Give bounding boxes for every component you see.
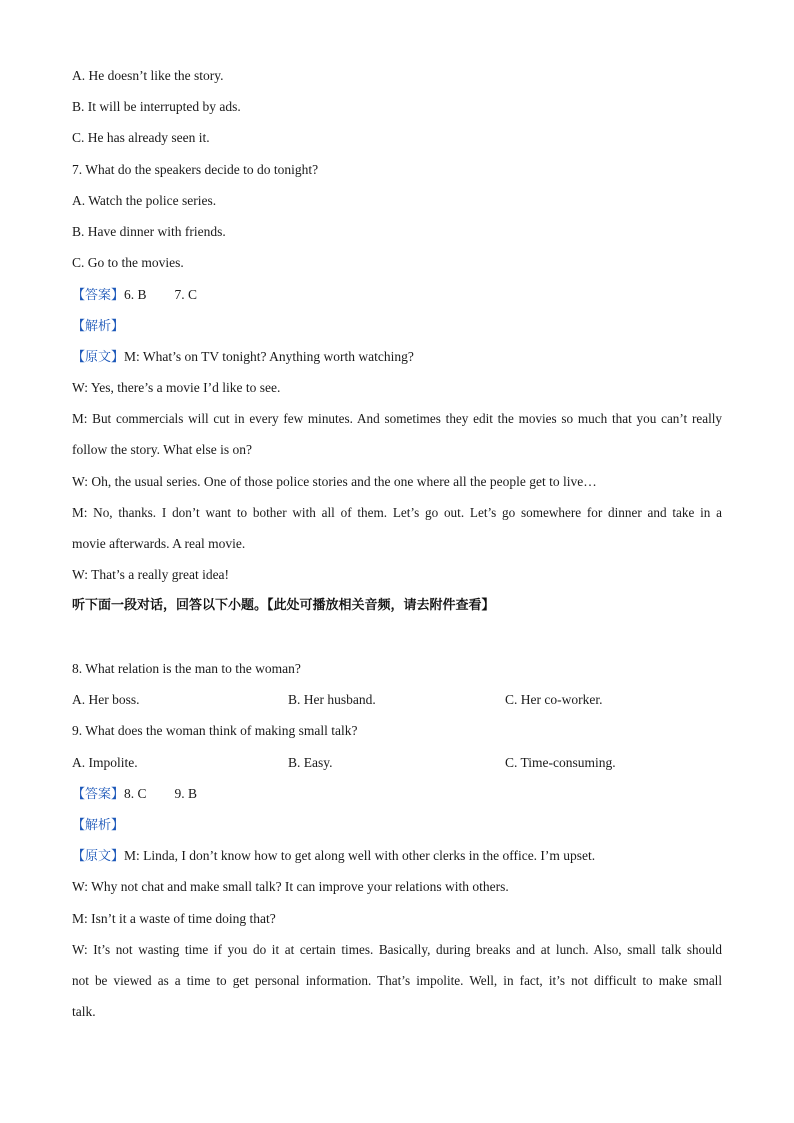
q9-option-a: A. Impolite. xyxy=(72,755,138,770)
transcript-1-line-2: W: Yes, there’s a movie I’d like to see. xyxy=(72,380,281,395)
q9-question: 9. What does the woman think of making small talk? xyxy=(72,723,358,738)
transcript-2-line-4a: W: It’s not wasting time if you do it at certain times. Basically, during breaks and at lunch. Also, small talk should xyxy=(72,942,722,957)
q7-option-c: C. Go to the movies. xyxy=(72,255,184,270)
transcript-2-line-3: M: Isn’t it a waste of time doing that? xyxy=(72,911,276,926)
analysis-line-1 xyxy=(72,317,722,336)
transcript-1-text-1: M: What’s on TV tonight? Anything worth watching? xyxy=(124,349,414,364)
analysis-line-2 xyxy=(72,816,722,835)
answer-7: 7. C xyxy=(174,287,198,302)
transcript-1-line-3a: M: But commercials will cut in every few minutes. And sometimes they edit the movies so much that you can’t really xyxy=(72,411,722,426)
q9-option-b: B. Easy. xyxy=(288,755,333,770)
q7-option-a: A. Watch the police series. xyxy=(72,193,217,208)
transcript-tag-2: 【原文】 xyxy=(72,849,125,864)
transcript-2-line-4c: talk. xyxy=(72,1004,96,1019)
analysis-tag-2: 【解析】 xyxy=(72,818,125,833)
transcript-1-line-3b: follow the story. What else is on? xyxy=(72,442,252,457)
analysis-tag: 【解析】 xyxy=(72,319,125,334)
answer-9: 9. B xyxy=(174,786,198,801)
answer-tag-2: 【答案】 xyxy=(72,787,125,802)
transcript-2-line-2: W: Why not chat and make small talk? It can improve your relations with others. xyxy=(72,879,509,894)
q9-option-c: C. Time-consuming. xyxy=(505,755,616,770)
q6-option-a: A. He doesn’t like the story. xyxy=(72,68,224,83)
transcript-tag: 【原文】 xyxy=(72,350,125,365)
transcript-2-line-1 xyxy=(72,847,722,866)
q6-option-b: B. It will be interrupted by ads. xyxy=(72,99,241,114)
q8-option-c: C. Her co-worker. xyxy=(505,692,603,707)
transcript-2-line-4b: not be viewed as a time to get personal information. That’s impolite. Well, in fact, it’s not difficult to make small xyxy=(72,973,722,988)
answer-8: 8. C xyxy=(124,786,147,801)
answer-6: 6. B xyxy=(124,287,147,302)
transcript-1-line-6: W: That’s a really great idea! xyxy=(72,567,230,582)
transcript-1-line-4: W: Oh, the usual series. One of those police stories and the one where all the people get to live… xyxy=(72,474,597,489)
listening-instruction: 听下面一段对话，回答以下小题。【此处可播放相关音频，请去附件查看】 xyxy=(72,598,495,613)
transcript-1-line-5b: movie afterwards. A real movie. xyxy=(72,536,246,551)
answer-line-2 xyxy=(72,785,722,804)
answer-line-1 xyxy=(72,286,722,305)
q7-question: 7. What do the speakers decide to do tonight? xyxy=(72,162,319,177)
q8-question: 8. What relation is the man to the woman? xyxy=(72,661,301,676)
q6-option-c: C. He has already seen it. xyxy=(72,130,210,145)
answer-tag: 【答案】 xyxy=(72,288,125,303)
q8-option-b: B. Her husband. xyxy=(288,692,376,707)
q8-option-a: A. Her boss. xyxy=(72,692,140,707)
transcript-1-line-5a: M: No, thanks. I don’t want to bother with all of them. Let’s go out. Let’s go somewhere for dinner and take in a xyxy=(72,505,722,520)
q7-option-b: B. Have dinner with friends. xyxy=(72,224,226,239)
transcript-1-line-1 xyxy=(72,348,722,367)
transcript-2-text-1: M: Linda, I don’t know how to get along well with other clerks in the office. I’m upset. xyxy=(124,848,596,863)
